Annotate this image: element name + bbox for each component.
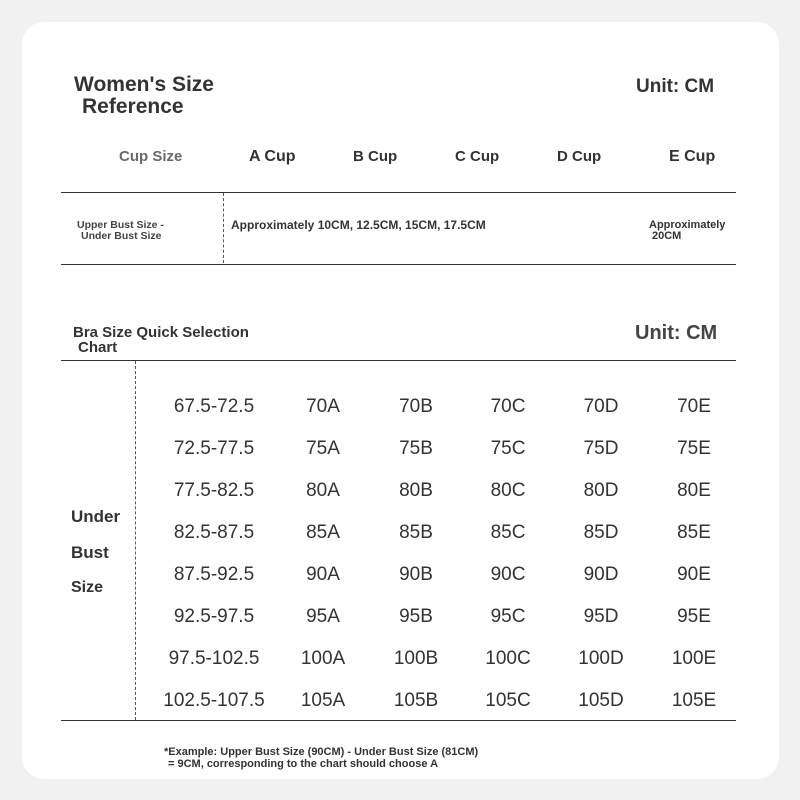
- bra-size-cell: 105A: [300, 690, 346, 711]
- bra-size-cell: 90D: [583, 564, 619, 585]
- bra-size-cell: 105E: [671, 690, 717, 711]
- bra-size-cell: 85E: [677, 522, 711, 543]
- bust-difference-e-line-2: 20CM: [652, 230, 682, 242]
- under-bust-range: 77.5-82.5: [173, 480, 255, 501]
- bra-size-cell: 75B: [399, 438, 433, 459]
- cup-header-d: D Cup: [557, 148, 602, 165]
- bra-size-cell: 95E: [677, 606, 711, 627]
- bra-size-cell: 95A: [306, 606, 340, 627]
- cup-header-b: B Cup: [353, 148, 398, 165]
- bra-size-cell: 100C: [485, 648, 531, 669]
- bra-size-cell: 90C: [490, 564, 526, 585]
- chart-bottom-rule: [61, 720, 736, 721]
- footnote-line-1: *Example: Upper Bust Size (90CM) - Under Bust Size (81CM): [164, 746, 479, 758]
- bra-size-cell: 95B: [399, 606, 433, 627]
- bra-size-cell: 105C: [485, 690, 531, 711]
- chart-title-line-1: Bra Size Quick Selection: [73, 324, 249, 341]
- bra-size-cell: 85C: [490, 522, 526, 543]
- row-label-under: Under: [71, 507, 121, 526]
- bra-size-cell: 95C: [490, 606, 526, 627]
- bra-size-cell: 100D: [578, 648, 624, 669]
- bra-size-cell: 75C: [490, 438, 526, 459]
- cup-header-c: C Cup: [455, 148, 500, 165]
- under-bust-range: 92.5-97.5: [173, 606, 255, 627]
- title-line-2: Reference: [82, 95, 184, 118]
- row-label-bust: Bust: [71, 543, 109, 562]
- under-bust-range: 102.5-107.5: [163, 690, 265, 711]
- cup-header-e: E Cup: [669, 148, 716, 165]
- bra-size-cell: 80B: [399, 480, 433, 501]
- bra-size-cell: 80E: [677, 480, 711, 501]
- chart-unit-label: Unit: CM: [635, 322, 718, 344]
- cup-table-top-rule: [61, 192, 736, 193]
- bra-size-cell: 95D: [583, 606, 619, 627]
- bra-size-cell: 100B: [393, 648, 439, 669]
- bra-size-cell: 105D: [578, 690, 624, 711]
- chart-title-line-2: Chart: [78, 339, 118, 356]
- bra-size-cell: 90E: [677, 564, 711, 585]
- bra-size-cell: 70B: [399, 396, 433, 417]
- title-line-1: Women's Size: [74, 73, 214, 96]
- bra-size-cell: 80C: [490, 480, 526, 501]
- bra-size-cell: 75A: [306, 438, 340, 459]
- bra-size-cell: 75D: [583, 438, 619, 459]
- bust-difference-label-line-2: Under Bust Size: [81, 230, 162, 242]
- under-bust-range: 72.5-77.5: [173, 438, 255, 459]
- under-bust-range: 67.5-72.5: [173, 396, 255, 417]
- bra-size-cell: 70D: [583, 396, 619, 417]
- page-title: [74, 74, 314, 118]
- bust-difference-values: Approximately 10CM, 12.5CM, 15CM, 17.5CM: [231, 218, 486, 232]
- bra-size-cell: 90B: [399, 564, 433, 585]
- bra-size-cell: 80A: [306, 480, 340, 501]
- cup-table-bottom-rule: [61, 264, 736, 265]
- bra-size-cell: 85D: [583, 522, 619, 543]
- bra-size-cell: 100A: [300, 648, 346, 669]
- bra-size-cell: 80D: [583, 480, 619, 501]
- row-label-size: Size: [71, 579, 104, 596]
- cup-size-label: Cup Size: [119, 148, 183, 165]
- chart-top-rule: [61, 360, 736, 361]
- under-bust-range: 97.5-102.5: [168, 648, 260, 669]
- chart-divider: [135, 361, 136, 720]
- chart-title: [73, 325, 249, 355]
- bust-difference-e-cup: [649, 220, 725, 242]
- bra-size-cell: 75E: [677, 438, 711, 459]
- bra-size-cell: 70C: [490, 396, 526, 417]
- bra-size-cell: 70A: [306, 396, 340, 417]
- bra-size-cell: 70E: [677, 396, 711, 417]
- bra-size-cell: 105B: [393, 690, 439, 711]
- under-bust-range: 87.5-92.5: [173, 564, 255, 585]
- bra-size-cell: 100E: [671, 648, 717, 669]
- cup-table-divider: [223, 193, 224, 263]
- bust-difference-label-line-1: Upper Bust Size -: [77, 219, 164, 231]
- bust-difference-e-line-1: Approximately: [649, 219, 726, 231]
- cup-header-a: A Cup: [249, 148, 296, 165]
- bust-difference-label: [77, 220, 164, 242]
- footnote-line-2: = 9CM, corresponding to the chart should choose A: [168, 758, 439, 770]
- under-bust-range: 82.5-87.5: [173, 522, 255, 543]
- bra-size-cell: 90A: [306, 564, 340, 585]
- unit-label: Unit: CM: [636, 76, 715, 97]
- bra-size-cell: 85B: [399, 522, 433, 543]
- footnote: [164, 746, 478, 770]
- bra-size-cell: 85A: [306, 522, 340, 543]
